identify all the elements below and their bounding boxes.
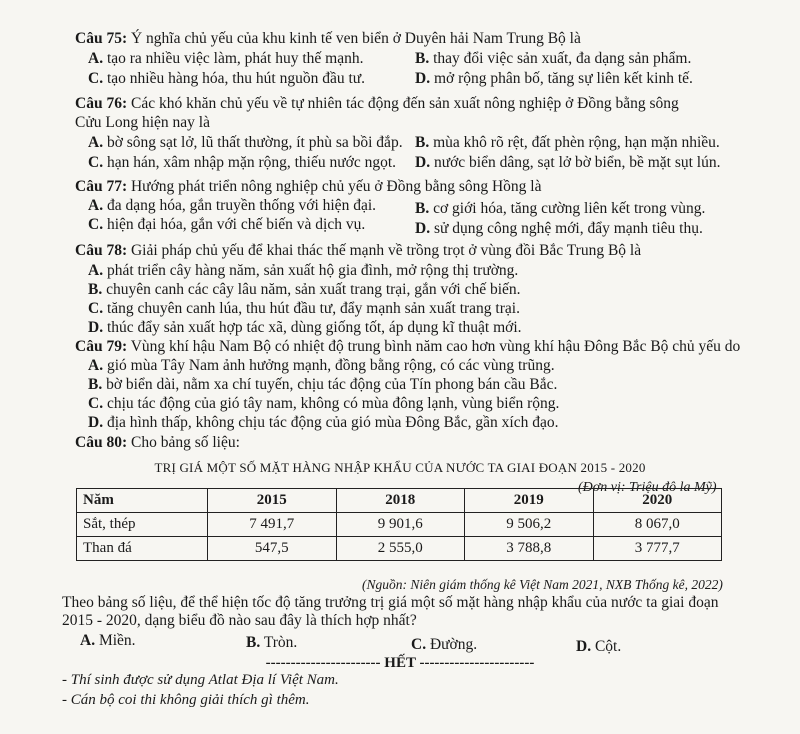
table-cell: 547,5 — [208, 537, 337, 561]
question-text: Hướng phát triển nông nghiệp chủ yếu ở Đồng bằng sông Hồng là — [127, 178, 542, 195]
question-text: Các khó khăn chủ yếu về tự nhiên tác động đến sản xuất nông nghiệp ở Đồng bằng sông — [127, 95, 679, 112]
q75-option-b: B. thay đổi việc sản xuất, đa dạng sản phẩm. — [415, 50, 692, 67]
table-cell: 2 555,0 — [336, 537, 465, 561]
question-79 — [75, 338, 740, 356]
table-row — [77, 537, 722, 561]
q77-option-b: B. cơ giới hóa, tăng cường liên kết trong vùng. — [415, 200, 706, 217]
table-header-cell: 2015 — [208, 489, 337, 513]
question-text: Cho bảng số liệu: — [127, 434, 240, 451]
q76-option-c: C. hạn hán, xâm nhập mặn rộng, thiếu nước ngọt. — [88, 154, 397, 171]
table-title: TRỊ GIÁ MỘT SỐ MẶT HÀNG NHẬP KHẨU CỦA NƯỚC TA GIAI ĐOẠN 2015 - 2020 — [154, 460, 646, 475]
question-77 — [75, 178, 542, 196]
question-80-prompt: Theo bảng số liệu, để thể hiện tốc độ tăng trưởng trị giá một số mặt hàng nhập khẩu của nước ta giai đoạn — [62, 594, 719, 611]
q75-option-d: D. mở rộng phân bố, tăng sự liên kết kinh tế. — [415, 70, 693, 87]
table-cell: 8 067,0 — [593, 513, 722, 537]
q80-option-c: C. Đường. — [411, 636, 478, 653]
q80-option-a: A. Miền. — [80, 632, 136, 649]
q80-option-d: D. Cột. — [576, 638, 622, 655]
question-80 — [75, 434, 240, 452]
question-75 — [75, 30, 581, 48]
q76-option-b: B. mùa khô rõ rệt, đất phèn rộng, hạn mặn nhiều. — [415, 134, 720, 151]
q79-option-a: A. gió mùa Tây Nam ảnh hưởng mạnh, đồng bằng rộng, có các vùng trũng. — [88, 357, 555, 374]
table-row — [77, 513, 722, 537]
table-header-cell: Năm — [77, 489, 208, 513]
q78-option-c: C. tăng chuyên canh lúa, thu hút đầu tư, đẩy mạnh sản xuất trang trại. — [88, 300, 520, 317]
q79-option-d: D. địa hình thấp, không chịu tác động của gió mùa Đông Bắc, gần xích đạo. — [88, 414, 559, 431]
question-number: Câu 75: — [75, 30, 128, 47]
q77-option-d: D. sử dụng công nghệ mới, đẩy mạnh tiêu thụ. — [415, 220, 703, 237]
footer-note: - Cán bộ coi thi không giải thích gì thêm. — [62, 692, 310, 708]
table-unit: (Đơn vị: Triệu đô la Mỹ) — [578, 480, 717, 495]
question-number: Câu 80: — [75, 434, 128, 451]
question-78 — [75, 242, 641, 260]
table-header-cell: 2018 — [336, 489, 465, 513]
q77-option-c: C. hiện đại hóa, gắn với chế biến và dịch vụ. — [88, 216, 366, 233]
table-header-row — [77, 489, 722, 513]
table-cell: 9 901,6 — [336, 513, 465, 537]
q79-option-b: B. bờ biển dài, nằm xa chí tuyến, chịu tác động của Tín phong bán cầu Bắc. — [88, 376, 558, 393]
q78-option-a: A. phát triển cây hàng năm, sản xuất hộ gia đình, mở rộng thị trường. — [88, 262, 519, 279]
question-76-continued: Cửu Long hiện nay là — [75, 114, 210, 131]
question-number: Câu 76: — [75, 95, 128, 112]
table-cell: 3 788,8 — [465, 537, 594, 561]
table-header-cell: 2019 — [465, 489, 594, 513]
question-number: Câu 79: — [75, 338, 128, 355]
q77-option-a: A. đa dạng hóa, gắn truyền thống với hiện đại. — [88, 197, 377, 214]
question-text: Vùng khí hậu Nam Bộ có nhiệt độ trung bình năm cao hơn vùng khí hậu Đông Bắc Bộ chủ yếu do — [127, 338, 741, 355]
table-cell: Sắt, thép — [77, 513, 208, 537]
question-number: Câu 78: — [75, 242, 128, 259]
end-marker: ----------------------- HẾT ----------------------- — [265, 655, 535, 671]
question-text: Ý nghĩa chủ yếu của khu kinh tế ven biển ở Duyên hải Nam Trung Bộ là — [127, 30, 581, 47]
q78-option-b: B. chuyên canh các cây lâu năm, sản xuất trang trại, gắn với chế biến. — [88, 281, 521, 298]
q76-option-a: A. bờ sông sạt lở, lũ thất thường, ít phù sa bồi đắp. — [88, 134, 403, 151]
question-number: Câu 77: — [75, 178, 128, 195]
table-cell: 3 777,7 — [593, 537, 722, 561]
question-76 — [75, 95, 679, 113]
table-cell: 9 506,2 — [465, 513, 594, 537]
table-header-cell: 2020 — [593, 489, 722, 513]
q78-option-d: D. thúc đẩy sản xuất hợp tác xã, dùng giống tốt, áp dụng kĩ thuật mới. — [88, 319, 522, 336]
q79-option-c: C. chịu tác động của gió tây nam, không có mùa đông lạnh, vùng biển rộng. — [88, 395, 560, 412]
table-cell: 7 491,7 — [208, 513, 337, 537]
q80-option-b: B. Tròn. — [246, 634, 298, 651]
data-table — [76, 488, 722, 561]
question-text: Giải pháp chủ yếu để khai thác thế mạnh về trồng trọt ở vùng đồi Bắc Trung Bộ là — [127, 242, 642, 259]
question-80-prompt-continued: 2015 - 2020, dạng biểu đồ nào sau đây là thích hợp nhất? — [62, 612, 417, 629]
table-source: (Nguồn: Niên giám thống kê Việt Nam 2021, NXB Thống kê, 2022) — [362, 577, 723, 592]
q76-option-d: D. nước biển dâng, sạt lở bờ biển, bề mặt sụt lún. — [415, 154, 721, 171]
footer-note: - Thí sinh được sử dụng Atlat Địa lí Việt Nam. — [62, 672, 339, 688]
table-cell: Than đá — [77, 537, 208, 561]
q75-option-c: C. tạo nhiều hàng hóa, thu hút nguồn đầu tư. — [88, 70, 366, 87]
q75-option-a: A. tạo ra nhiều việc làm, phát huy thế mạnh. — [88, 50, 364, 67]
